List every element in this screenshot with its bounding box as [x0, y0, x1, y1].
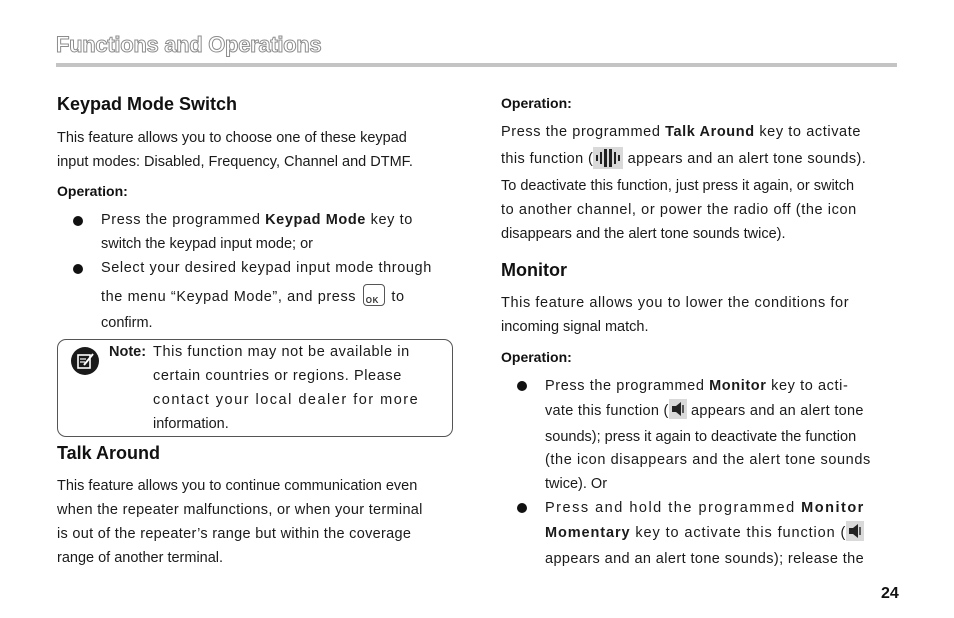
note-box — [57, 339, 453, 437]
header-divider — [56, 63, 897, 67]
bullet-dot — [73, 216, 83, 226]
ok-key-icon: OK — [363, 284, 385, 306]
monitor-bullet2-line2: Momentary key to activate this function ( — [545, 521, 864, 545]
talk-operation-line5: disappears and the alert tone sounds twice). — [501, 226, 786, 242]
keypad-bullet1-line2: switch the keypad input mode; or — [101, 236, 313, 252]
note-icon — [70, 346, 100, 376]
section-heading-talk-around: Talk Around — [57, 443, 160, 463]
section-heading-monitor: Monitor — [501, 260, 567, 280]
monitor-speaker-icon — [669, 399, 687, 419]
talk-around-icon — [593, 147, 623, 169]
talk-operation-label: Operation: — [501, 95, 572, 111]
keypad-bullet2-line1: Select your desired keypad input mode through — [101, 260, 432, 276]
monitor-bullet1-line4: (the icon disappears and the alert tone sounds — [545, 452, 871, 468]
bullet-dot — [517, 381, 527, 391]
note-label: Note: — [109, 344, 147, 360]
monitor-bullet1-line5: twice). Or — [545, 476, 608, 492]
monitor-bullet2-line1: Press and hold the programmed Monitor — [545, 500, 865, 516]
keypad-intro-line1: This feature allows you to choose one of these keypad — [57, 130, 407, 146]
keypad-operation-label: Operation: — [57, 183, 128, 199]
monitor-intro-line1: This feature allows you to lower the conditions for — [501, 295, 850, 311]
monitor-bullet2-line3: appears and an alert tone sounds); release the — [545, 551, 865, 567]
talk-around-paragraph: This feature allows you to continue communication even when the repeater malfunctions, or when your terminal is out of the repeater’s range but within the coverage range of another terminal. — [57, 478, 423, 566]
talk-operation-line2: this function ( appears and an alert tone sounds). — [501, 147, 866, 171]
monitor-bullet1-line2: vate this function ( appears and an alert tone — [545, 399, 864, 423]
monitor-operation-label: Operation: — [501, 349, 572, 365]
page-title: Functions and Operations — [56, 32, 322, 57]
talk-operation-line1: Press the programmed Talk Around key to activate — [501, 124, 862, 140]
section-heading-keypad-mode-switch: Keypad Mode Switch — [57, 94, 238, 114]
monitor-intro-line2: incoming signal match. — [501, 319, 649, 335]
talk-operation-line3: To deactivate this function, just press it again, or switch — [501, 178, 855, 194]
bullet-dot — [517, 503, 527, 513]
keypad-bullet2-line2: the menu “Keypad Mode”, and press OK to — [101, 285, 405, 309]
monitor-bullet1-line3: sounds); press it again to deactivate the function — [545, 429, 857, 445]
bullet-dot — [73, 264, 83, 274]
keypad-bullet1-line1: Press the programmed Keypad Mode key to — [101, 212, 413, 228]
monitor-bullet1-line1: Press the programmed Monitor key to acti- — [545, 378, 849, 394]
note-text: This function may not be available in certain countries or regions. Please contact your local dealer for more information. — [153, 344, 420, 432]
page-number: 24 — [881, 585, 899, 602]
keypad-bullet2-line3: confirm. — [101, 315, 153, 331]
talk-operation-line4: to another channel, or power the radio off (the icon — [501, 202, 857, 218]
keypad-intro-line2: input modes: Disabled, Frequency, Channel and DTMF. — [57, 154, 413, 170]
monitor-speaker-icon — [846, 521, 864, 541]
